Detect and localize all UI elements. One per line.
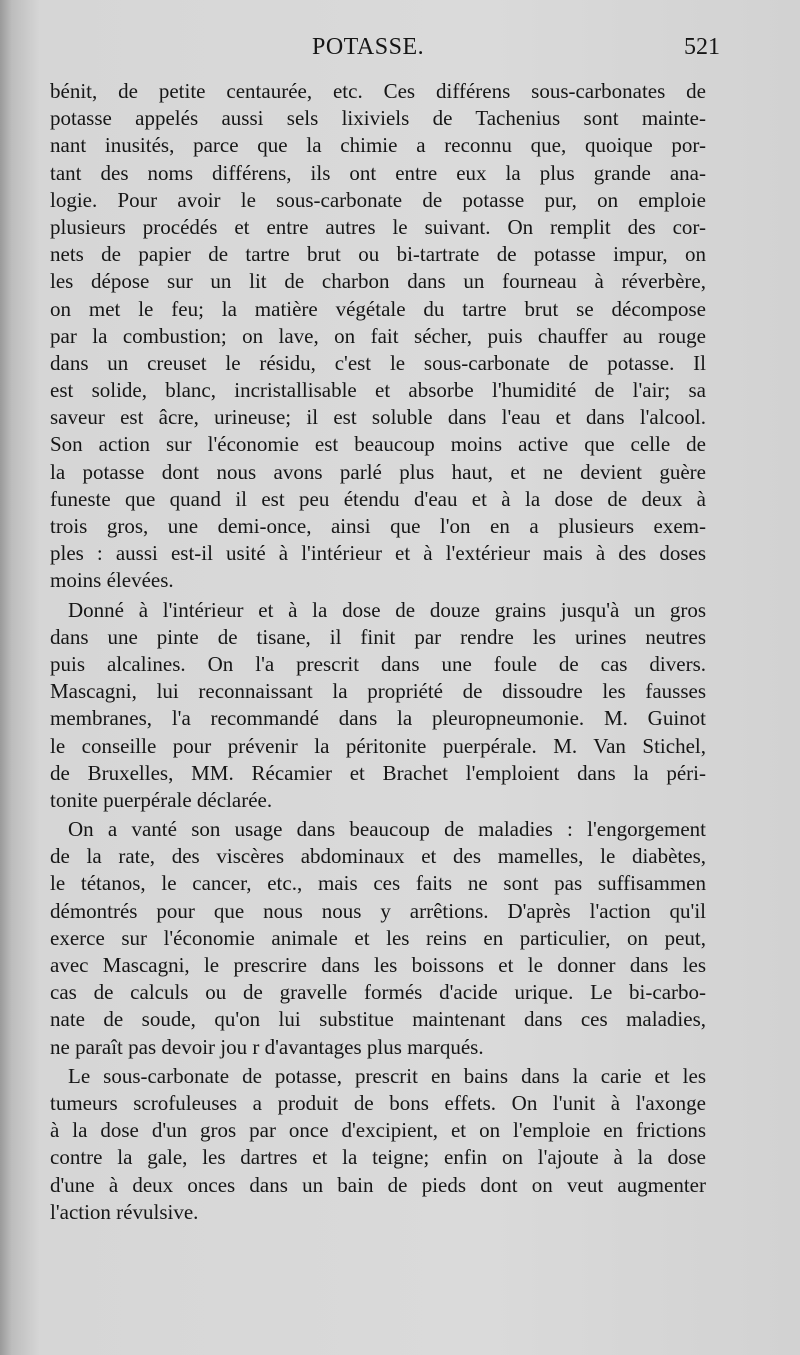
text-line: logie. Pour avoir le sous-carbonate de potasse pur, on emploie (50, 187, 706, 212)
text-line: Donné à l'intérieur et à la dose de douze grains jusqu'à un gros (68, 597, 706, 622)
text-line: Le sous-carbonate de potasse, prescrit en bains dans la carie et les (68, 1063, 706, 1088)
text-line: tant des noms différens, ils ont entre eux la plus grande ana- (50, 160, 706, 185)
text-line: par la combustion; on lave, on fait sécher, puis chauffer au rouge (50, 323, 706, 348)
text-line: potasse appelés aussi sels lixiviels de Tachenius sont mainte- (50, 106, 706, 131)
text-line: d'une à deux onces dans un bain de pieds dont on veut augmenter (50, 1172, 706, 1197)
text-line: exerce sur l'économie animale et les reins en particulier, on peut, (50, 925, 706, 950)
text-line: trois gros, une demi-once, ainsi que l'on en a plusieurs exem- (50, 514, 706, 538)
running-head: POTASSE. (312, 34, 425, 60)
text-line: de la rate, des viscères abdominaux et des mamelles, le diabètes, (50, 844, 706, 869)
text-line: le conseille pour prévenir la péritonite puerpérale. M. Van Stichel, (50, 733, 706, 758)
text-line: On a vanté son usage dans beaucoup de maladies : l'engorgement (68, 817, 706, 842)
text-line: de Bruxelles, MM. Récamier et Brachet l'emploient dans la péri- (50, 760, 706, 785)
text-line: on met le feu; la matière végétale du tartre brut se décompose (50, 296, 706, 321)
text-line: tumeurs scrofuleuses a produit de bons effets. On l'unit à l'axonge (50, 1090, 706, 1115)
text-line: l'action révulsive. (50, 1199, 199, 1224)
text-line: avec Mascagni, le prescrire dans les boissons et le donner dans les (50, 953, 706, 977)
text-line: plusieurs procédés et entre autres le suivant. On remplit des cor- (50, 214, 706, 239)
text-line: puis alcalines. On l'a prescrit dans une foule de cas divers. (50, 651, 706, 676)
paragraph (50, 597, 706, 815)
text-line: nant inusités, parce que la chimie a reconnu que, quoique por- (50, 133, 706, 158)
text-line: dans un creuset le résidu, c'est le sous-carbonate de potasse. Il (50, 350, 706, 375)
text-line: est solide, blanc, incristallisable et absorbe l'humidité de l'air; sa (50, 378, 706, 403)
body-text (50, 78, 706, 1226)
text-line: le tétanos, le cancer, etc., mais ces faits ne sont pas suffisammen (50, 871, 706, 896)
text-line: cas de calculs ou de gravelle formés d'acide urique. Le bi-carbo- (50, 980, 706, 1005)
text-line: contre la gale, les dartres et la teigne; enfin on l'ajoute à la dose (50, 1145, 706, 1170)
text-line: dans une pinte de tisane, il finit par rendre les urines neutres (50, 624, 706, 649)
text-line: à la dose d'un gros par once d'excipient, et on l'emploie en frictions (50, 1118, 706, 1143)
text-line: la potasse dont nous avons parlé plus haut, et ne devient guère (50, 459, 706, 484)
text-line: saveur est âcre, urineuse; il est soluble dans l'eau et dans l'alcool. (50, 405, 706, 430)
text-line: moins élevées. (50, 568, 174, 593)
text-line: funeste que quand il est peu étendu d'eau et à la dose de deux à (50, 486, 706, 511)
text-line: bénit, de petite centaurée, etc. Ces différens sous-carbonates de (50, 79, 706, 103)
paragraph (50, 78, 706, 595)
page-header (50, 30, 720, 66)
page-number: 521 (684, 34, 720, 60)
text-line: ne paraît pas devoir jou r d'avantages plus marqués. (50, 1034, 484, 1059)
text-line: démontrés pour que nous nous y arrêtions. D'après l'action qu'il (50, 898, 706, 923)
paragraph (50, 1063, 706, 1226)
text-line: tonite puerpérale déclarée. (50, 787, 273, 812)
text-line: Son action sur l'économie est beaucoup moins active que celle de (50, 432, 706, 457)
text-line: les dépose sur un lit de charbon dans un fourneau à réverbère, (50, 269, 706, 294)
text-line: Mascagni, lui reconnaissant la propriété de dissoudre les fausses (50, 679, 706, 704)
text-line: ples : aussi est-il usité à l'intérieur et à l'extérieur mais à des doses (50, 541, 706, 566)
text-line: nets de papier de tartre brut ou bi-tartrate de potasse impur, on (50, 242, 706, 267)
text-line: membranes, l'a recommandé dans la pleuropneumonie. M. Guinot (50, 706, 706, 731)
paragraph (50, 816, 706, 1061)
text-line: nate de soude, qu'on lui substitue maintenant dans ces maladies, (50, 1007, 706, 1032)
